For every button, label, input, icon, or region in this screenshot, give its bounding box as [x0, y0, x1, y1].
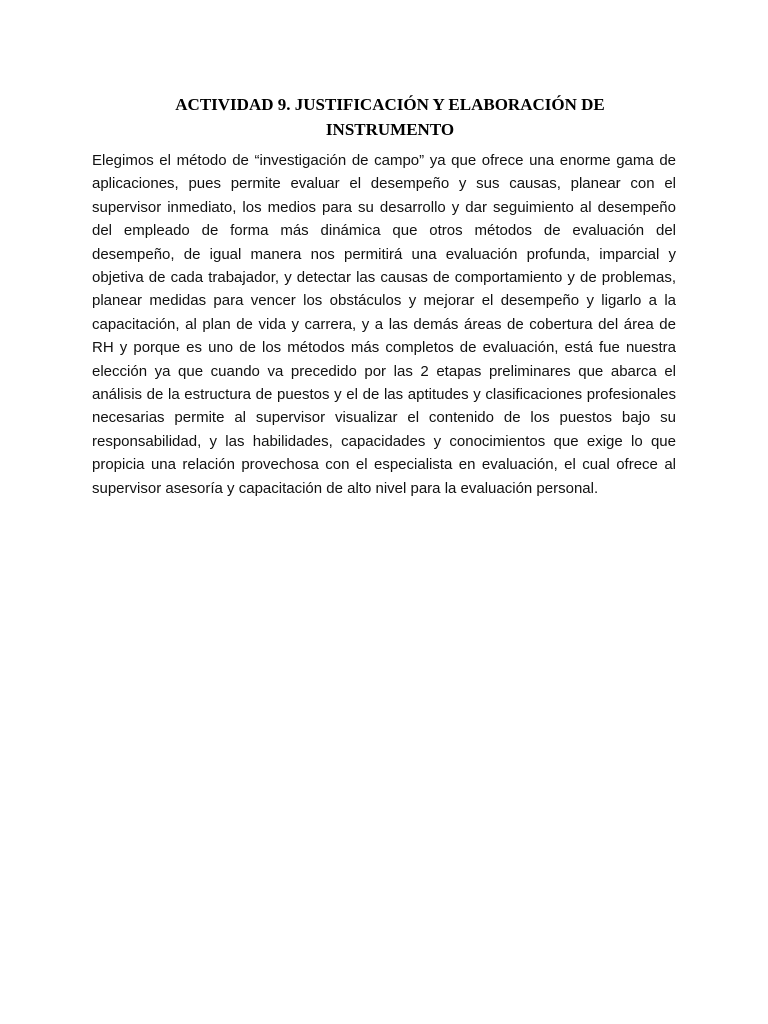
- page-title-line-1: ACTIVIDAD 9. JUSTIFICACIÓN Y ELABORACIÓN DE: [175, 95, 605, 114]
- page-title-line-2: INSTRUMENTO: [325, 120, 455, 139]
- body-paragraph: Elegimos el método de “investigación de campo” ya que ofrece una enorme gama de aplicaciones, pues permite evaluar el desempeño y sus causas, planear con el supervisor inmediato, los medios para su desarrollo y dar seguimiento al desempeño del empleado de forma más dinámica que otros métodos de evaluación del desempeño, de igual manera nos permitirá una evaluación profunda, imparcial y objetiva de cada trabajador, y detectar las causas de comportamiento y de problemas, planear medidas para vencer los obstáculos y mejorar el desempeño y ligarlo a la capacitación, al plan de vida y carrera, y a las demás áreas de cobertura del área de RH y porque es uno de los métodos más completos de evaluación, está fue nuestra elección ya que cuando va precedido por las 2 etapas preliminares que abarca el análisis de la estructura de puestos y el de las aptitudes y clasificaciones profesionales necesarias permite al supervisor visualizar el contenido de los puestos bajo su responsabilidad, y las habilidades, capacidades y conocimientos que exige lo que propicia una relación provechosa con el especialista en evaluación, el cual ofrece al supervisor asesoría y capacitación de alto nivel para la evaluación personal.: [92, 152, 676, 497]
- page-title: [130, 92, 650, 142]
